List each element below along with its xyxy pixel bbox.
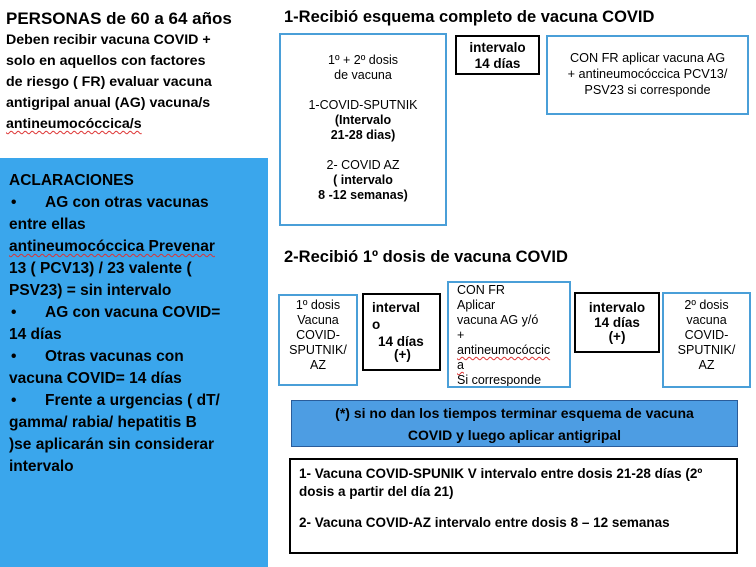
header-line: antigripal anual (AG) vacuna/s [6, 95, 211, 111]
aclaracion-item: • AG con vacuna COVID= 14 días [9, 304, 221, 343]
header-text [6, 8, 268, 135]
intervalo-a-box: interval o 14 días (+) [362, 293, 441, 371]
footer-item-1: 1- Vacuna COVID-SPUNIK V intervalo entre dosis 21-28 días (2º dosis a partir del día 21) [299, 466, 703, 499]
bullet-icon: • [11, 392, 17, 409]
segunda-dosis-box: 2º dosis vacuna COVID- SPUTNIK/ AZ [662, 292, 751, 388]
nota-box: (*) si no dan los tiempos terminar esquema de vacuna COVID y luego aplicar antigripal [291, 400, 738, 447]
section2-title: 2-Recibió 1º dosis de vacuna COVID [284, 248, 568, 266]
footer-item-2: 2- Vacuna COVID-AZ intervalo entre dosis 8 – 12 semanas [299, 515, 670, 530]
con-fr-box-2: CON FR Aplicar vacuna AG y/ó + antineumocóccic a Si corresponde [447, 281, 571, 388]
con-fr-box: CON FR aplicar vacuna AG + antineumocóccica PCV13/ PSV23 si corresponde [546, 35, 749, 115]
footer-box [289, 458, 738, 554]
bullet-icon: • [11, 348, 17, 365]
intervalo-b-box: intervalo 14 días (+) [574, 292, 660, 353]
header-line: de riesgo ( FR) evaluar vacuna [6, 74, 212, 90]
header-body [6, 30, 268, 135]
header-line: Deben recibir vacuna COVID + [6, 32, 211, 48]
aclaraciones-panel [0, 158, 268, 567]
section1-title: 1-Recibió esquema completo de vacuna COVID [284, 8, 655, 26]
bullet-icon: • [11, 304, 17, 321]
aclaracion-item: • Otras vacunas con vacuna COVID= 14 días [9, 348, 184, 387]
header-line: antineumocóccica/s [6, 116, 142, 132]
header-line: solo en aquellos con factores [6, 53, 206, 69]
dosis-completas-box: 1º + 2º dosis de vacuna 1-COVID-SPUTNIK (Intervalo 21-28 dias) 2- COVID AZ ( intervalo 8 -12 semanas) [279, 33, 447, 226]
bullet-icon: • [11, 194, 17, 211]
aclaraciones-title: ACLARACIONES [9, 172, 134, 189]
intervalo-14-dias-box: intervalo 14 días [455, 35, 540, 75]
aclaracion-item: • AG con otras vacunas entre ellas antineumocóccica Prevenar 13 ( PCV13) / 23 valente ( PSV23) = sin intervalo [9, 194, 215, 299]
primera-dosis-box: 1º dosis Vacuna COVID- SPUTNIK/ AZ [278, 294, 358, 386]
aclaracion-item: • Frente a urgencias ( dT/ gamma/ rabia/ hepatitis B )se aplicarán sin considerar intervalo [9, 392, 220, 475]
header-title: PERSONAS de 60 a 64 años [6, 9, 232, 28]
